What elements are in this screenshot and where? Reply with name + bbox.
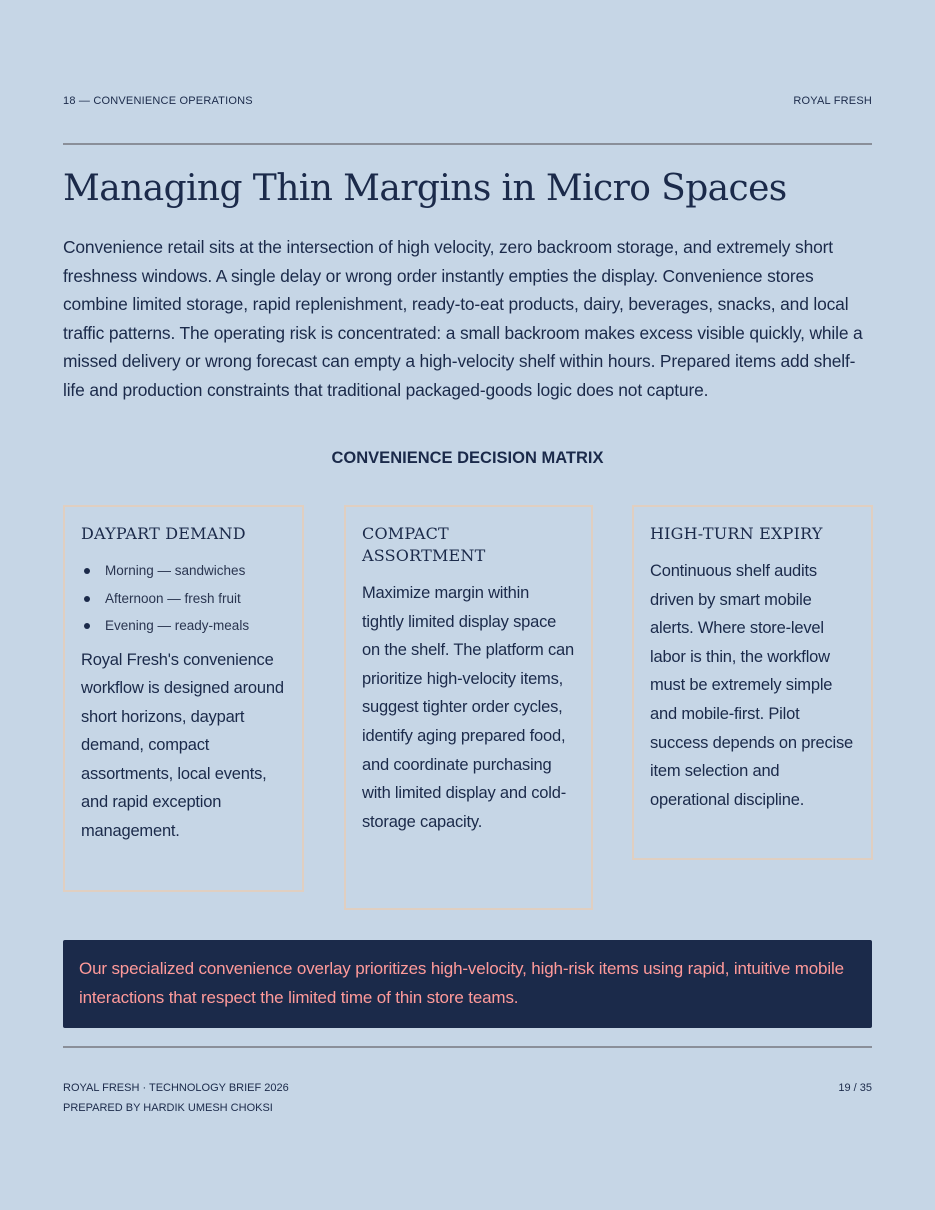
page-number: 19 / 35 — [838, 1082, 872, 1094]
header-divider — [63, 143, 872, 145]
matrix-title: CONVENIENCE DECISION MATRIX — [331, 449, 604, 467]
footer-author-line: PREPARED BY HARDIK UMESH CHOKSI — [63, 1101, 273, 1114]
intro-paragraph: Convenience retail sits at the intersection of high velocity, zero backroom storage, and extremely short freshness windows. A single delay or wrong order instantly empties the display. Convenience stores combine limited storage, rapid replenishment, ready-to-eat products, dairy, beverages, snacks, and local traffic patterns. The operating risk is concentrated: a small backroom makes excess visible quickly, while a missed delivery or wrong forecast can empty a high-velocity shelf within hours. Prepared items add shelf-life and production constraints that traditional packaged-goods logic does not capture. — [63, 237, 863, 400]
list-item: Afternoon — fresh fruit — [81, 585, 286, 613]
page — [63, 0, 872, 1210]
list-item: Morning — sandwiches — [81, 557, 286, 585]
card-title: DAYPART DEMAND — [81, 524, 246, 543]
brand-label: ROYAL FRESH — [793, 95, 872, 107]
section-label: 18 — CONVENIENCE OPERATIONS — [63, 95, 253, 107]
card-title: HIGH-TURN EXPIRY — [650, 524, 823, 543]
card-body: Royal Fresh's convenience workflow is designed around short horizons, daypart demand, compact assortments, local events, and rapid exception management. — [81, 650, 284, 841]
list-item: Evening — ready-meals — [81, 612, 286, 640]
footer — [63, 1079, 872, 1118]
running-header — [63, 95, 872, 107]
card-daypart-demand — [63, 505, 304, 892]
card-title: COMPACT ASSORTMENT — [362, 524, 486, 565]
card-body: Continuous shelf audits driven by smart mobile alerts. Where store-level labor is thin, the workflow must be extremely simple and mobile-first. Pilot success depends on precise item selection and operational discipline. — [650, 562, 854, 809]
daypart-list — [81, 557, 286, 640]
card-compact-assortment — [344, 505, 593, 910]
callout-text: Our specialized convenience overlay prioritizes high-velocity, high-risk items using rapid, intuitive mobile interactions that respect the limited time of thin store teams. — [79, 959, 844, 1007]
card-body: Maximize margin within tightly limited display space on the shelf. The platform can prioritize high-velocity items, suggest tighter order cycles, identify aging prepared food, and coordinate purchasing with limited display and cold-storage capacity. — [362, 584, 574, 831]
footer-brand-line: ROYAL FRESH · TECHNOLOGY BRIEF 2026 — [63, 1082, 289, 1094]
footer-credits — [63, 1079, 289, 1118]
footer-divider — [63, 1046, 872, 1048]
card-high-turn-expiry — [632, 505, 873, 860]
callout-box — [63, 940, 872, 1028]
page-title: Managing Thin Margins in Micro Spaces — [63, 168, 787, 209]
